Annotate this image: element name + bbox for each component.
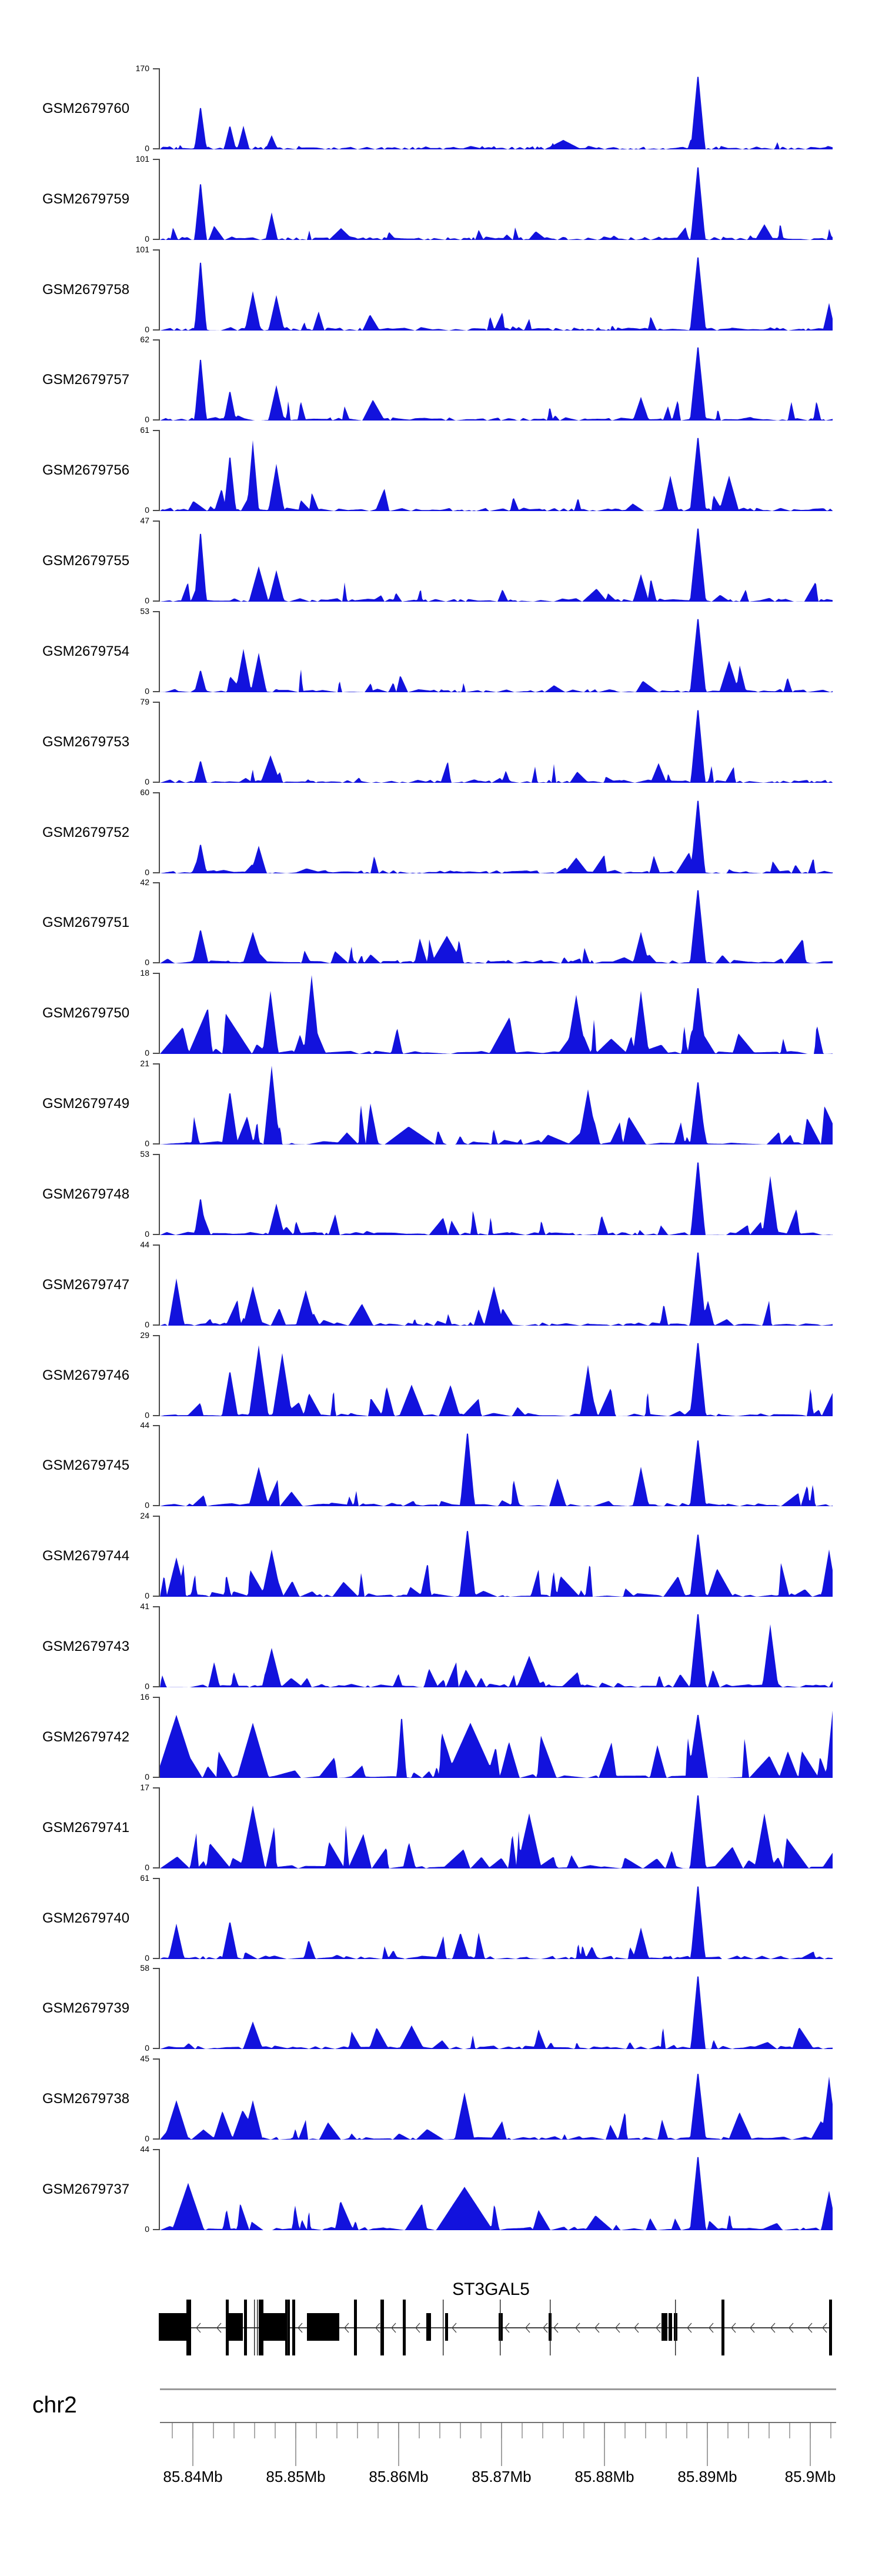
signal-area <box>156 1063 833 1145</box>
track-row <box>0 154 882 243</box>
axis-tick-label: 85.88Mb <box>574 2468 634 2485</box>
yaxis-max-label: 58 <box>140 1963 149 1973</box>
sample-label: GSM2679741 <box>42 1819 130 1836</box>
signal-area <box>156 611 833 693</box>
track-row <box>0 244 882 334</box>
yaxis-zero-label: 0 <box>145 1410 149 1420</box>
yaxis-zero-label: 0 <box>145 776 149 786</box>
yaxis-max-label: 101 <box>135 154 149 163</box>
yaxis-max-label: 24 <box>140 1511 149 1521</box>
signal-area <box>156 1425 833 1507</box>
axis-tick-label: 85.84Mb <box>163 2468 223 2485</box>
signal-area <box>156 973 833 1055</box>
track-row <box>0 1691 882 1781</box>
sample-label: GSM2679751 <box>42 915 130 931</box>
track-row <box>0 877 882 967</box>
track-row <box>0 1420 882 1510</box>
track-row <box>0 1511 882 1601</box>
yaxis-max-label: 61 <box>140 425 149 435</box>
track-row <box>0 1239 882 1329</box>
signal-area <box>156 2149 833 2231</box>
yaxis-max-label: 47 <box>140 516 149 526</box>
yaxis-max-label: 18 <box>140 968 149 978</box>
track-row <box>0 1782 882 1872</box>
yaxis-zero-label: 0 <box>145 324 149 334</box>
yaxis-max-label: 44 <box>140 1420 149 1430</box>
yaxis-zero-label: 0 <box>145 2224 149 2234</box>
yaxis-max-label: 16 <box>140 1691 149 1701</box>
yaxis-max-label: 60 <box>140 787 149 797</box>
gene-model-track <box>0 2294 882 2370</box>
sample-label: GSM2679737 <box>42 2181 130 2198</box>
signal-area <box>156 339 833 421</box>
track-row <box>0 2054 882 2144</box>
sample-label: GSM2679738 <box>42 2091 130 2107</box>
signal-area <box>156 430 833 512</box>
yaxis-max-label: 41 <box>140 1601 149 1611</box>
signal-area <box>156 1516 833 1597</box>
track-row <box>0 787 882 877</box>
sample-label: GSM2679758 <box>42 281 130 298</box>
sample-label: GSM2679757 <box>42 372 130 388</box>
track-row <box>0 1330 882 1420</box>
track-row <box>0 1873 882 1963</box>
sample-label: GSM2679749 <box>42 1096 130 1112</box>
yaxis-zero-label: 0 <box>145 867 149 877</box>
sample-label: GSM2679740 <box>42 1910 130 1926</box>
yaxis-max-label: 42 <box>140 877 149 887</box>
sample-label: GSM2679739 <box>42 2000 130 2017</box>
yaxis-zero-label: 0 <box>145 1319 149 1329</box>
signal-area <box>156 249 833 331</box>
yaxis-max-label: 44 <box>140 1239 149 1249</box>
yaxis-max-label: 79 <box>140 696 149 706</box>
yaxis-zero-label: 0 <box>145 1591 149 1601</box>
track-row <box>0 2144 882 2234</box>
sample-label: GSM2679744 <box>42 1548 130 1564</box>
track-row <box>0 1963 882 2053</box>
signal-area <box>156 520 833 602</box>
sample-label: GSM2679745 <box>42 1457 130 1474</box>
yaxis-zero-label: 0 <box>145 1862 149 1872</box>
chromosome-label: chr2 <box>32 2393 77 2418</box>
signal-area <box>156 68 833 150</box>
axis-tick-label: 85.87Mb <box>472 2468 532 2485</box>
yaxis-max-label: 45 <box>140 2054 149 2064</box>
signal-area <box>156 1968 833 2050</box>
signal-area <box>156 792 833 874</box>
track-row <box>0 64 882 153</box>
signal-area <box>156 1787 833 1869</box>
signal-area <box>156 702 833 783</box>
yaxis-zero-label: 0 <box>145 1681 149 1691</box>
yaxis-zero-label: 0 <box>145 2043 149 2053</box>
sample-label: GSM2679760 <box>42 101 130 116</box>
track-row <box>0 1059 882 1149</box>
axis-tick-label: 85.89Mb <box>677 2468 737 2485</box>
yaxis-zero-label: 0 <box>145 596 149 606</box>
yaxis-max-label: 53 <box>140 1149 149 1159</box>
yaxis-max-label: 29 <box>140 1330 149 1340</box>
signal-area <box>156 1697 833 1778</box>
axis-tick-label: 85.85Mb <box>266 2468 326 2485</box>
yaxis-max-label: 53 <box>140 606 149 616</box>
yaxis-zero-label: 0 <box>145 233 149 243</box>
sample-label: GSM2679755 <box>42 553 130 569</box>
yaxis-zero-label: 0 <box>145 957 149 967</box>
yaxis-zero-label: 0 <box>145 144 149 153</box>
track-row <box>0 968 882 1058</box>
sample-label: GSM2679752 <box>42 824 130 840</box>
gene-name-label: ST3GAL5 <box>452 2280 530 2299</box>
axis-tick-label: 85.86Mb <box>369 2468 429 2485</box>
track-row <box>0 516 882 606</box>
yaxis-zero-label: 0 <box>145 415 149 425</box>
yaxis-max-label: 21 <box>140 1059 149 1069</box>
yaxis-zero-label: 0 <box>145 1229 149 1239</box>
sample-label: GSM2679748 <box>42 1186 130 1202</box>
signal-area <box>156 2058 833 2140</box>
yaxis-zero-label: 0 <box>145 686 149 696</box>
sample-label: GSM2679754 <box>42 643 130 659</box>
yaxis-zero-label: 0 <box>145 1139 149 1149</box>
sample-label: GSM2679753 <box>42 733 130 750</box>
sample-label: GSM2679746 <box>42 1367 130 1383</box>
axis-tick-label: 85.9Mb <box>784 2468 836 2485</box>
yaxis-zero-label: 0 <box>145 1048 149 1058</box>
sample-label: GSM2679742 <box>42 1729 130 1745</box>
signal-area <box>156 159 833 241</box>
sample-label: GSM2679756 <box>42 462 130 479</box>
yaxis-max-label: 62 <box>140 335 149 345</box>
signal-area <box>156 1335 833 1417</box>
signal-area <box>156 1244 833 1326</box>
track-row <box>0 425 882 515</box>
track-row <box>0 335 882 425</box>
signal-area <box>156 1154 833 1236</box>
separator-line <box>160 2388 836 2390</box>
yaxis-zero-label: 0 <box>145 1953 149 1963</box>
track-row <box>0 1149 882 1239</box>
yaxis-max-label: 170 <box>135 64 149 73</box>
track-row <box>0 696 882 786</box>
yaxis-zero-label: 0 <box>145 2134 149 2144</box>
sample-label: GSM2679759 <box>42 191 130 207</box>
sample-label: GSM2679747 <box>42 1276 130 1293</box>
yaxis-zero-label: 0 <box>145 505 149 515</box>
yaxis-zero-label: 0 <box>145 1500 149 1510</box>
genome-axis-ruler <box>0 2411 882 2500</box>
sample-label: GSM2679743 <box>42 1639 130 1655</box>
yaxis-zero-label: 0 <box>145 1771 149 1781</box>
yaxis-max-label: 17 <box>140 1782 149 1792</box>
signal-area <box>156 882 833 964</box>
yaxis-max-label: 44 <box>140 2144 149 2154</box>
signal-area <box>156 1878 833 1960</box>
yaxis-max-label: 101 <box>135 244 149 254</box>
signal-area <box>156 1606 833 1688</box>
track-row <box>0 606 882 696</box>
yaxis-max-label: 61 <box>140 1873 149 1883</box>
track-row <box>0 1601 882 1691</box>
sample-label: GSM2679750 <box>42 1005 130 1022</box>
